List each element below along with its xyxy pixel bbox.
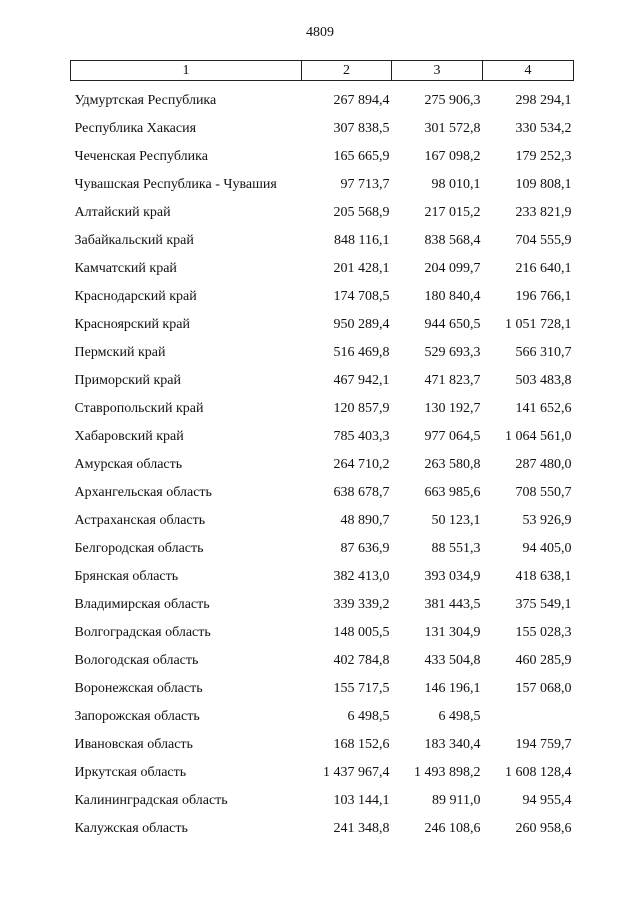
table-row — [71, 675, 574, 703]
table-row — [71, 703, 574, 731]
table-row — [71, 731, 574, 759]
table-row — [71, 367, 574, 395]
value-col-4: 157 068,0 — [515, 681, 572, 696]
value-col-3: 381 443,5 — [424, 597, 481, 612]
value-col-4: 94 955,4 — [522, 793, 572, 808]
table-row — [71, 535, 574, 563]
value-col-3: 393 034,9 — [424, 569, 481, 584]
value-col-2: 1 437 967,4 — [323, 765, 390, 780]
value-col-4: 708 550,7 — [515, 485, 572, 500]
table-row — [71, 115, 574, 143]
value-col-3: 183 340,4 — [424, 737, 481, 752]
column-header-3: 3 — [392, 61, 483, 81]
region-name: Чеченская Республика — [74, 149, 208, 164]
region-name: Красноярский край — [74, 317, 190, 332]
value-col-2: 97 713,7 — [340, 177, 390, 192]
value-col-2: 638 678,7 — [333, 485, 390, 500]
value-col-4: 298 294,1 — [515, 93, 572, 108]
value-col-3: 246 108,6 — [424, 821, 481, 836]
value-col-3: 180 840,4 — [424, 289, 481, 304]
value-col-4: 566 310,7 — [515, 345, 572, 360]
table-row — [71, 647, 574, 675]
column-header-4: 4 — [483, 61, 574, 81]
value-col-3: 98 010,1 — [431, 177, 481, 192]
value-col-2: 382 413,0 — [333, 569, 390, 584]
value-col-4: 141 652,6 — [515, 401, 572, 416]
region-name: Астраханская область — [74, 513, 206, 528]
value-col-2: 6 498,5 — [347, 709, 390, 724]
table-row — [71, 591, 574, 619]
value-col-4: 418 638,1 — [515, 569, 572, 584]
table-row — [71, 423, 574, 451]
value-col-4: 287 480,0 — [515, 457, 572, 472]
value-col-3: 217 015,2 — [424, 205, 481, 220]
value-col-2: 148 005,5 — [333, 625, 390, 640]
value-col-4: 216 640,1 — [515, 261, 572, 276]
value-col-3: 433 504,8 — [424, 653, 481, 668]
value-col-2: 168 152,6 — [333, 737, 390, 752]
value-col-4: 94 405,0 — [522, 541, 572, 556]
value-col-4: 53 926,9 — [522, 513, 572, 528]
value-col-3: 88 551,3 — [431, 541, 481, 556]
region-name: Запорожская область — [74, 709, 200, 724]
value-col-4: 196 766,1 — [515, 289, 572, 304]
header-row — [71, 61, 574, 81]
table-row — [71, 199, 574, 227]
region-name: Вологодская область — [74, 653, 199, 668]
value-col-2: 120 857,9 — [333, 401, 390, 416]
value-col-4: 260 958,6 — [515, 821, 572, 836]
table-row — [71, 81, 574, 116]
page-number: 4809 — [306, 25, 334, 40]
value-col-3: 204 099,7 — [424, 261, 481, 276]
value-col-4: 179 252,3 — [515, 149, 572, 164]
value-col-2: 516 469,8 — [333, 345, 390, 360]
region-name: Калужская область — [74, 821, 188, 836]
region-name: Воронежская область — [74, 681, 203, 696]
value-col-3: 89 911,0 — [432, 793, 481, 808]
value-col-3: 301 572,8 — [424, 121, 481, 136]
table-row — [71, 395, 574, 423]
region-name: Волгоградская область — [74, 625, 211, 640]
value-col-2: 155 717,5 — [333, 681, 390, 696]
value-col-2: 103 144,1 — [333, 793, 390, 808]
value-col-4 — [483, 703, 574, 731]
value-col-4: 375 549,1 — [515, 597, 572, 612]
value-col-4: 460 285,9 — [515, 653, 572, 668]
value-col-2: 467 942,1 — [333, 373, 390, 388]
column-header-1: 1 — [71, 61, 302, 81]
value-col-3: 1 493 898,2 — [414, 765, 481, 780]
table-row — [71, 619, 574, 647]
region-name: Амурская область — [74, 457, 183, 472]
value-col-2: 950 289,4 — [333, 317, 390, 332]
value-col-3: 977 064,5 — [424, 429, 481, 444]
value-col-3: 263 580,8 — [424, 457, 481, 472]
value-col-2: 201 428,1 — [333, 261, 390, 276]
value-col-3: 471 823,7 — [424, 373, 481, 388]
table-row — [71, 227, 574, 255]
region-name: Приморский край — [74, 373, 181, 388]
table-body — [71, 81, 574, 844]
value-col-2: 174 708,5 — [333, 289, 390, 304]
table-header — [71, 61, 574, 81]
table-row — [71, 507, 574, 535]
value-col-2: 848 116,1 — [334, 233, 390, 248]
region-name: Брянская область — [74, 569, 179, 584]
region-name: Чувашская Республика - Чувашия — [74, 177, 277, 192]
table-row — [71, 255, 574, 283]
table-row — [71, 759, 574, 787]
value-col-4: 155 028,3 — [515, 625, 572, 640]
value-col-4: 109 808,1 — [515, 177, 572, 192]
value-col-4: 194 759,7 — [515, 737, 572, 752]
value-col-2: 339 339,2 — [333, 597, 390, 612]
value-col-3: 50 123,1 — [431, 513, 481, 528]
table-row — [71, 171, 574, 199]
value-col-2: 402 784,8 — [333, 653, 390, 668]
region-name: Владимирская область — [74, 597, 210, 612]
table-row — [71, 815, 574, 843]
value-col-4: 1 064 561,0 — [505, 429, 572, 444]
value-col-2: 307 838,5 — [333, 121, 390, 136]
value-col-3: 146 196,1 — [424, 681, 481, 696]
value-col-3: 6 498,5 — [438, 709, 481, 724]
value-col-3: 167 098,2 — [424, 149, 481, 164]
value-col-2: 87 636,9 — [340, 541, 390, 556]
table-row — [71, 143, 574, 171]
region-name: Алтайский край — [74, 205, 171, 220]
value-col-3: 275 906,3 — [424, 93, 481, 108]
region-name: Ставропольский край — [74, 401, 204, 416]
table-row — [71, 787, 574, 815]
value-col-2: 267 894,4 — [333, 93, 390, 108]
column-header-2: 2 — [302, 61, 392, 81]
data-table — [70, 60, 574, 843]
table-row — [71, 283, 574, 311]
region-name: Архангельская область — [74, 485, 212, 500]
region-name: Пермский край — [74, 345, 166, 360]
value-col-2: 165 665,9 — [333, 149, 390, 164]
value-col-4: 330 534,2 — [515, 121, 572, 136]
value-col-3: 529 693,3 — [424, 345, 481, 360]
region-name: Белгородская область — [74, 541, 204, 556]
value-col-2: 205 568,9 — [333, 205, 390, 220]
table-row — [71, 563, 574, 591]
region-name: Иркутская область — [74, 765, 187, 780]
value-col-3: 131 304,9 — [424, 625, 481, 640]
value-col-2: 264 710,2 — [333, 457, 390, 472]
table-row — [71, 479, 574, 507]
value-col-4: 233 821,9 — [515, 205, 572, 220]
value-col-4: 503 483,8 — [515, 373, 572, 388]
table-row — [71, 451, 574, 479]
region-name: Калининградская область — [74, 793, 228, 808]
region-name: Удмуртская Республика — [74, 93, 217, 108]
region-name: Хабаровский край — [74, 429, 184, 444]
region-name: Республика Хакасия — [74, 121, 197, 136]
value-col-2: 48 890,7 — [340, 513, 390, 528]
value-col-2: 241 348,8 — [333, 821, 390, 836]
value-col-2: 785 403,3 — [333, 429, 390, 444]
value-col-4: 1 051 728,1 — [505, 317, 572, 332]
region-name: Ивановская область — [74, 737, 193, 752]
value-col-3: 944 650,5 — [424, 317, 481, 332]
value-col-3: 838 568,4 — [424, 233, 481, 248]
region-name: Краснодарский край — [74, 289, 197, 304]
table-row — [71, 311, 574, 339]
value-col-3: 130 192,7 — [424, 401, 481, 416]
region-name: Камчатский край — [74, 261, 177, 276]
region-name: Забайкальский край — [74, 233, 194, 248]
value-col-3: 663 985,6 — [424, 485, 481, 500]
table-row — [71, 339, 574, 367]
value-col-4: 704 555,9 — [515, 233, 572, 248]
value-col-4: 1 608 128,4 — [505, 765, 572, 780]
